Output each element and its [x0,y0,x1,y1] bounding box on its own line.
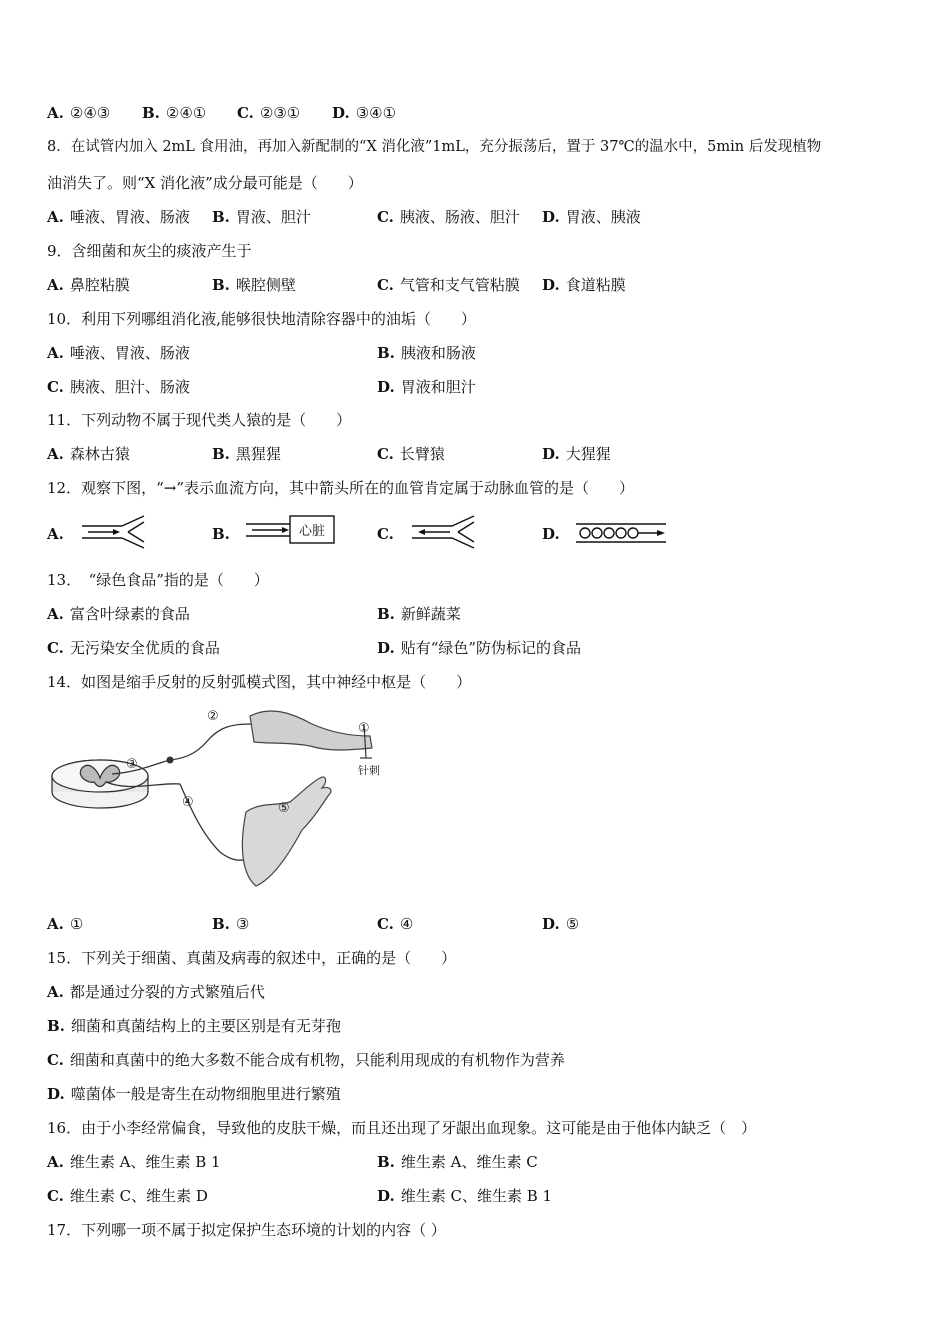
q14-option-a: A. ① [47,915,84,933]
q16-option-c: C. 维生素 C、维生素 D [47,1187,208,1205]
q11-option-c: C. 长臂猿 [377,445,445,463]
q9-stem: 9．含细菌和灰尘的痰液产生于 [47,242,252,260]
q9-option-c: C. 气管和支气管粘膜 [377,276,520,294]
q11-option-d: D. 大猩猩 [542,445,611,463]
q12-option-b: B. [212,525,230,543]
figure-label-5: ⑤ [278,801,290,816]
q9-option-d: D. 食道粘膜 [542,276,626,294]
q7-option-b: B. ②④① [142,104,207,122]
q10-option-c: C. 胰液、胆汁、肠液 [47,378,190,396]
q12-vessel-diagram-c [410,514,480,550]
q11-option-a: A. 森林古猿 [47,445,130,463]
q8-option-b: B. 胃液、胆汁 [212,208,311,226]
q12-option-a: A. [47,525,64,543]
needle-label: 针刺 [358,764,380,777]
q7-option-c: C. ②③① [237,104,301,122]
q15-option-a: A. 都是通过分裂的方式繁殖后代 [47,983,265,1001]
q15-option-d: D. 噬菌体一般是寄生在动物细胞里进行繁殖 [47,1085,341,1103]
q15-option-b: B. 细菌和真菌结构上的主要区别是有无芽孢 [47,1017,341,1035]
q7-option-d: D. ③④① [332,104,397,122]
q10-stem: 10．利用下列哪组消化液,能够很快地清除容器中的油垢（ ） [47,310,476,328]
q11-option-b: B. 黑猩猩 [212,445,281,463]
q15-option-c: C. 细菌和真菌中的绝大多数不能合成有机物，只能利用现成的有机物作为营养 [47,1051,565,1069]
q16-stem: 16．由于小李经常偏食，导致他的皮肤干燥，而且还出现了牙龈出血现象。这可能是由于他体内缺乏（ ） [47,1119,757,1137]
q16-option-a: A. 维生素 A、维生素 B 1 [47,1153,221,1171]
q12-vessel-diagram-a [80,514,150,550]
figure-label-3: ③ [126,757,138,772]
q10-option-b: B. 胰液和肠液 [377,344,476,362]
q9-option-b: B. 喉腔侧壁 [212,276,296,294]
q13-option-a: A. 富含叶绿素的食品 [47,605,190,623]
q8-stem-line1: 8．在试管内加入 2mL 食用油，再加入新配制的“X 消化液”1mL，充分振荡后，置于 37℃的温水中，5min 后发现植物 [47,139,822,155]
q12-option-d: D. [542,525,560,543]
q14-option-b: B. ③ [212,915,250,933]
q8-stem-line2: 油消失了。则“X 消化液”成分最可能是（ ） [47,174,363,192]
q12-option-c: C. [377,525,394,543]
q8-option-a: A. 唾液、胃液、肠液 [47,208,190,226]
q14-stem: 14．如图是缩手反射的反射弧模式图，其中神经中枢是（ ） [47,673,472,691]
q11-stem: 11．下列动物不属于现代类人猿的是（ ） [47,411,352,429]
q13-stem: 13． “绿色食品”指的是（ ） [47,571,269,589]
q12-vessel-diagram-d [576,522,668,544]
q10-option-a: A. 唾液、胃液、肠液 [47,344,190,362]
figure-label-1: ① [358,721,370,736]
q15-stem: 15．下列关于细菌、真菌及病毒的叙述中，正确的是（ ） [47,949,457,967]
q7-option-a: A. ②④③ [47,104,111,122]
q14-option-d: D. ⑤ [542,915,580,933]
figure-label-2: ② [207,709,219,724]
q13-option-d: D. 贴有“绿色”防伪标记的食品 [377,639,582,657]
q13-option-c: C. 无污染安全优质的食品 [47,639,220,657]
q16-option-d: D. 维生素 C、维生素 B 1 [377,1187,553,1205]
figure-label-4: ④ [182,795,194,810]
q12-vessel-diagram-b [246,514,336,546]
q10-option-d: D. 胃液和胆汁 [377,378,476,396]
q17-stem: 17．下列哪一项不属于拟定保护生态环境的计划的内容（ ） [47,1221,446,1239]
q16-option-b: B. 维生素 A、维生素 C [377,1153,538,1171]
q8-option-d: D. 胃液、胰液 [542,208,641,226]
q12-stem: 12．观察下图，“→”表示血流方向，其中箭头所在的血管肯定属于动脉血管的是（ ） [47,479,634,497]
reflex-arc-figure [50,702,390,892]
q8-option-c: C. 胰液、肠液、胆汁 [377,208,520,226]
q14-option-c: C. ④ [377,915,414,933]
q13-option-b: B. 新鲜蔬菜 [377,605,461,623]
heart-box-label: 心脏 [298,524,326,539]
q9-option-a: A. 鼻腔粘膜 [47,276,130,294]
